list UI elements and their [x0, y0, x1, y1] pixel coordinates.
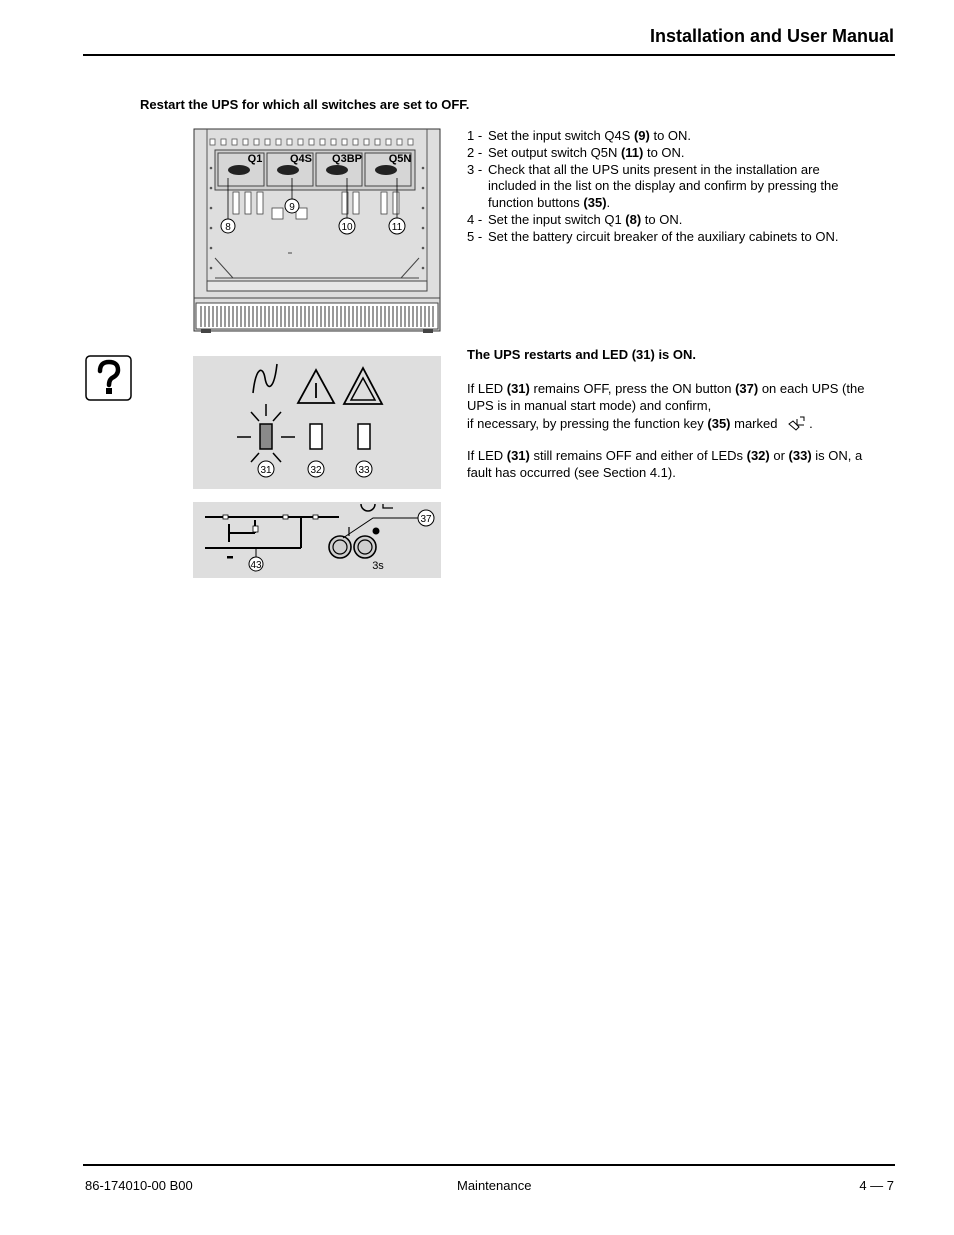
restart-paragraph-1 — [467, 381, 867, 432]
header-rule — [83, 54, 895, 56]
callout-10: 10 — [341, 222, 353, 233]
alarm-triangle-icon — [344, 368, 382, 404]
led-31 — [260, 424, 272, 449]
switch-label-q4s: Q4S — [289, 153, 313, 165]
callout-43: 43 — [250, 560, 262, 571]
led-33 — [358, 424, 370, 449]
step-4 — [467, 212, 867, 229]
text-run: is ON, a fault has occurred (see Section 4.1). — [467, 448, 863, 480]
step-number: 5 - — [467, 228, 483, 244]
mimic-diagram-lines — [205, 517, 339, 548]
step-ref: (11) — [620, 144, 644, 160]
text-run: or — [769, 448, 789, 463]
text-run: . — [809, 415, 813, 431]
switch-label-q5n: Q5N — [388, 153, 412, 165]
restart-steps-list — [467, 128, 867, 246]
step-text: Set the battery circuit breaker of the auxiliary cabinets to ON. — [488, 228, 839, 244]
text-run: If LED — [467, 448, 507, 463]
text-run: still remains OFF and either of LEDs — [529, 448, 747, 463]
text-run: on each UPS (the UPS is in manual start mode) and confirm, — [467, 381, 865, 413]
step-ref: (35) — [583, 195, 607, 211]
text-run: if necessary, by pressing the function key — [467, 415, 708, 431]
callout-31: 31 — [260, 465, 272, 476]
callout-37: 37 — [420, 514, 432, 525]
function-key-icon — [787, 415, 807, 431]
restart-paragraph-2 — [467, 448, 867, 482]
document-number: 86-174010-00 B00 — [85, 1178, 193, 1193]
off-button[interactable] — [354, 536, 376, 558]
step-1 — [467, 128, 867, 145]
text-run: remains OFF, press the ON button — [529, 381, 736, 396]
hold-duration-label: 3s — [372, 560, 384, 572]
step-text: Set the input switch Q4S — [488, 128, 634, 143]
intro-heading: Restart the UPS for which all switches are set to OFF. — [140, 97, 470, 112]
sine-wave-icon — [253, 364, 277, 393]
led-panel-figure — [193, 356, 441, 489]
led-32 — [310, 424, 322, 449]
ups-cabinet-figure — [193, 128, 441, 334]
step-2 — [467, 145, 867, 162]
switch-label-q3bp: Q3BP — [332, 153, 362, 165]
step-3 — [467, 162, 867, 212]
page-number: 4 — 7 — [859, 1178, 894, 1193]
step-text: to ON. — [641, 211, 683, 227]
text-run: If LED — [467, 381, 507, 396]
step-number: 3 - — [467, 161, 483, 177]
restart-heading: The UPS restarts and LED (31) is ON. — [467, 347, 697, 362]
callout-33: 33 — [358, 465, 370, 476]
text-run: marked — [730, 415, 778, 431]
ref-led-33: (33) — [788, 448, 812, 463]
footer-rule — [83, 1164, 895, 1166]
step-text: to ON. — [643, 144, 685, 160]
callout-32: 32 — [310, 465, 322, 476]
step-text: Set the input switch Q1 — [488, 211, 626, 227]
step-number: 1 - — [467, 128, 483, 143]
step-text: Check that all the UPS units present in the installation are included in the list on the display and confirm by pressing the function buttons — [488, 161, 839, 211]
step-text: . — [606, 195, 611, 211]
ref-led-31: (31) — [506, 381, 530, 396]
step-5 — [467, 229, 867, 246]
step-ref: (8) — [625, 211, 642, 227]
callout-8: 8 — [225, 222, 231, 233]
function-key-icon — [383, 504, 393, 508]
step-ref: (9) — [633, 128, 650, 143]
callout-9: 9 — [289, 202, 295, 213]
step-number: 4 - — [467, 211, 483, 227]
switch-label-q1: Q1 — [247, 153, 263, 165]
ref-on-button-37: (37) — [735, 381, 759, 396]
manual-title: Installation and User Manual — [649, 26, 894, 46]
footer-section: Maintenance — [457, 1178, 532, 1193]
ref-function-key-35: (35) — [707, 415, 731, 431]
step-number: 2 - — [467, 144, 483, 160]
ref-led-31: (31) — [506, 448, 530, 463]
step-text: to ON. — [649, 128, 692, 143]
on-button[interactable] — [329, 536, 351, 558]
question-mark-icon — [85, 355, 132, 401]
on-button-figure — [193, 502, 441, 578]
step-text: Set output switch Q5N — [488, 144, 621, 160]
ref-led-32: (32) — [746, 448, 770, 463]
callout-11: 11 — [391, 222, 403, 233]
